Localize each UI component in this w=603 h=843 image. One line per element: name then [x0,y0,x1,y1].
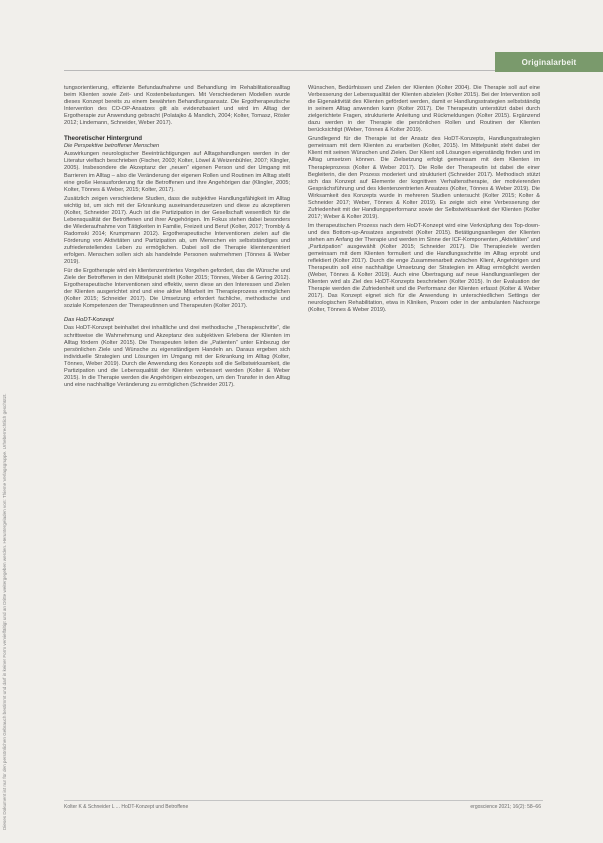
body-paragraph: Wünschen, Bedürfnissen und Zielen der Klienten (Kolter 2004). Die Therapie soll auf eine Verbesserung der Lebensqualität der Klienten abzielen (Kolter 2015). Bei der Intervention soll die Eigenaktivität des Klienten gefördert werden, damit er Handlungsstrategien selbstständig in seinem Alltag anwenden kann (Kolter 2017). Die Therapeutin unterstützt dabei durch zielgerichtete Fragen, strukturierte Anleitung und Rückmeldungen (Kolter 2015). Ergänzend dazu werden in der Therapie die persönlichen Rollen und Routinen der Klienten berücksichtigt (Weber, Tönnes & Kolter 2019). [308,85,540,134]
body-paragraph: Das HoDT-Konzept beinhaltet drei inhaltliche und drei methodische „Therapieschritte“, die schrittweise die Wahrnehmung und Akzeptanz des subjektiven Erlebens der Klienten im Alltag fördern (Kolter 2015). Die Therapeuten leiten die „Patienten“ unter Einbezug der persönlichen Ziele und Wünsche zu eigenständigem Handeln an. Daraus ergeben sich individuelle Strategien und Lösungen im Umgang mit der Erkrankung im Alltag (Kolter, Tönnes, Weber 2019). Durch die Anwendung des Konzepts soll die Selbstwirksamkeit, die Partizipation und die Lebensqualität der Klienten verbessert werden (Kolter & Weber 2015). In die Therapie werden die Angehörigen einbezogen, um den Transfer in den Alltag und eine nachhaltige Veränderung zu ermöglichen (Schneider 2017). [64,325,290,388]
footer-citation: Kolter K & Schneider L ... HoDT-Konzept und Betroffene [64,804,189,810]
body-paragraph: Grundlegend für die Therapie ist der Ansatz des HoDT-Konzepts, Handlungsstrategien gemeinsam mit dem Klienten zu erarbeiten (Kolter, 2015). Im Mittelpunkt steht dabei der Klient mit seinen Wünschen und Zielen. Der Klient soll Lösungen eigenständig finden und im Alltag umsetzen können. Die Zielsetzung erfolgt gemeinsam mit dem Klienten im Therapieprozess (Kolter & Weber 2017). Die Rolle der Therapeutin ist dabei die einer Begleiterin, die den Prozess moderiert und strukturiert (Schneider 2017). Methodisch stützt sich das Konzept auf Elemente der kognitiven Verhaltenstherapie, der motivierenden Gesprächsführung und des klientenzentrierten Ansatzes (Kolter, Tönnes & Weber 2019). Die Wirksamkeit des Konzepts wurde in mehreren Studien untersucht (Kolter 2015; Kolter & Schneider 2017; Weber, Tönnes & Kolter 2019). Es zeigte sich eine Verbesserung der Zufriedenheit mit der Handlungsperformanz sowie der Selbstwirksamkeit der Klienten (Kolter 2017; Weber & Kolter 2019). [308,136,540,220]
footer-journal-info: ergoscience 2021; 16(2): 58–66 [470,804,541,810]
body-paragraph: Im therapeutischen Prozess nach dem HoDT-Konzept wird eine Verknüpfung des Top-down- und des Bottom-up-Ansatzes angestrebt (Kolter 2015). Betätigungsanliegen der Klienten stehen am Anfang der Therapie und werden im Sinne der ICF-Komponenten „Aktivitäten“ und „Partizipation“ ausgewählt (Kolter 2015; Schneider 2017). Die Therapieziele werden gemeinsam mit dem Klienten formuliert und die Handlungsschritte im Alltag erprobt und reflektiert (Kolter 2017). Durch die enge Zusammenarbeit zwischen Klient, Angehörigen und Therapeutin soll eine nachhaltige Umsetzung der Strategien im Alltag ermöglicht werden (Weber, Tönnes & Kolter 2019). Auch eine Übertragung auf neue Handlungsanliegen der Klienten wird als Ziel des HoDT-Konzepts beschrieben (Kolter 2015). In der Evaluation der Therapie werden die Zufriedenheit und die Performanz der Klienten erfasst (Kolter & Weber 2017). Das Konzept eignet sich für die Anwendung in unterschiedlichen Settings der neurologischen Rehabilitation, etwa in Kliniken, Praxen oder in der ambulanten Nachsorge (Kolter, Tönnes & Weber 2019). [308,222,540,314]
copyright-sidebar [0,0,22,843]
section-badge: Originalarbeit [495,52,603,72]
left-column [64,85,290,391]
intro-paragraph: tungsorientierung, effiziente Befundaufnahme und Behandlung im Rehabilitationsalltag beim Klienten sowie Zeit- und Kostenbelastungen. Mit Verschiedenen Modellen wurde dieses Konzept bereits zu einem bewährten Behandlungsansatz. Die Ergotherapeutische Intervention des CO-OP-Ansatzes gilt als evidenzbasiert und wird im Alltag der Ergotherapie zur Anwendung gebracht (Polatajko & Mandich, 2004; Kolter, Tomasz, Rösler 2012; Lindemann, Schneider, Weber 2017). [64,85,290,127]
body-paragraph: Für die Ergotherapie wird ein klientenzentriertes Vorgehen gefordert, das die Wünsche und Ziele der Betroffenen in den Mittelpunkt stellt (Kolter 2015; Tönnes, Weber & Gering 2012). Ergotherapeutische Interventionen sind effektiv, wenn diese an den Interessen und Zielen der Klienten ausgerichtet sind und eine aktive Mitarbeit im Therapieprozess ermöglichen (Kolter 2015; Schneider 2017). Die Umsetzung erfordert fachliche, methodische und soziale Kompetenzen der Therapeutinnen und Therapeuten (Kolter 2017). [64,268,290,310]
section-title: Theoretischer Hintergrund [64,135,143,143]
body-paragraph: Auswirkungen neurologischer Beeinträchtigungen auf Alltagshandlungen werden in der Literatur vielfach beschrieben (Fischer, 2003; Kolter, Löwel & Weizenbühler, 2007; Klingler, 2005). Insbesondere die Akzeptanz der „neuen“ eigenen Person und der Umgang mit Barrieren im Alltag – also die Veränderung der eigenen Rollen und Routinen im Alltag stellt eine große Herausforderung für die Betroffenen und ihre Angehörigen dar (Klingler, 2005; Kolter, Tönnes & Weber, 2015; Kolter, 2017). [64,151,290,193]
footer-rule [64,800,543,801]
body-paragraph: Zusätzlich zeigen verschiedene Studien, dass die subjektive Handlungsfähigkeit im Alltag wichtig ist, um sich mit der Erkrankung auseinanderzusetzen und diese zu akzeptieren (Kolter, Schneider 2017). Auch ist die Partizipation in der Gesellschaft wesentlich für die Lebensqualität der Betroffenen und ihrer Angehörigen. Im Fokus stehen dabei besonders die Wiederaufnahme von Tätigkeiten in Familie, Freizeit und Beruf (Kolter, 2017; Trombly & Radomski 2014; Krumpmann 2012). Ergotherapeutische Interventionen zielen auf die Förderung von Aktivitäten und Partizipation ab, um Menschen ein selbstständiges und zufriedenstellendes Leben zu ermöglichen. Dabei soll die Therapie klientenzentriert erfolgen. Menschen sollen sich als handelnde Personen wahrnehmen (Tönnes & Weber 2019). [64,195,290,266]
subsection-title: Das HoDT-Konzept [64,317,114,324]
subsection-title: Die Perspektive betroffener Menschen [64,143,160,150]
right-column [308,85,540,317]
copyright-notice: Dieses Dokument ist nur für den persönlichen Gebrauch bestimmt und darf in keiner Form vervielfältigt und an Dritte weitergegeben werden. Heruntergeladen von: Thieme Verlagsgruppe. Urheberrechtlich geschützt. [2,393,7,830]
